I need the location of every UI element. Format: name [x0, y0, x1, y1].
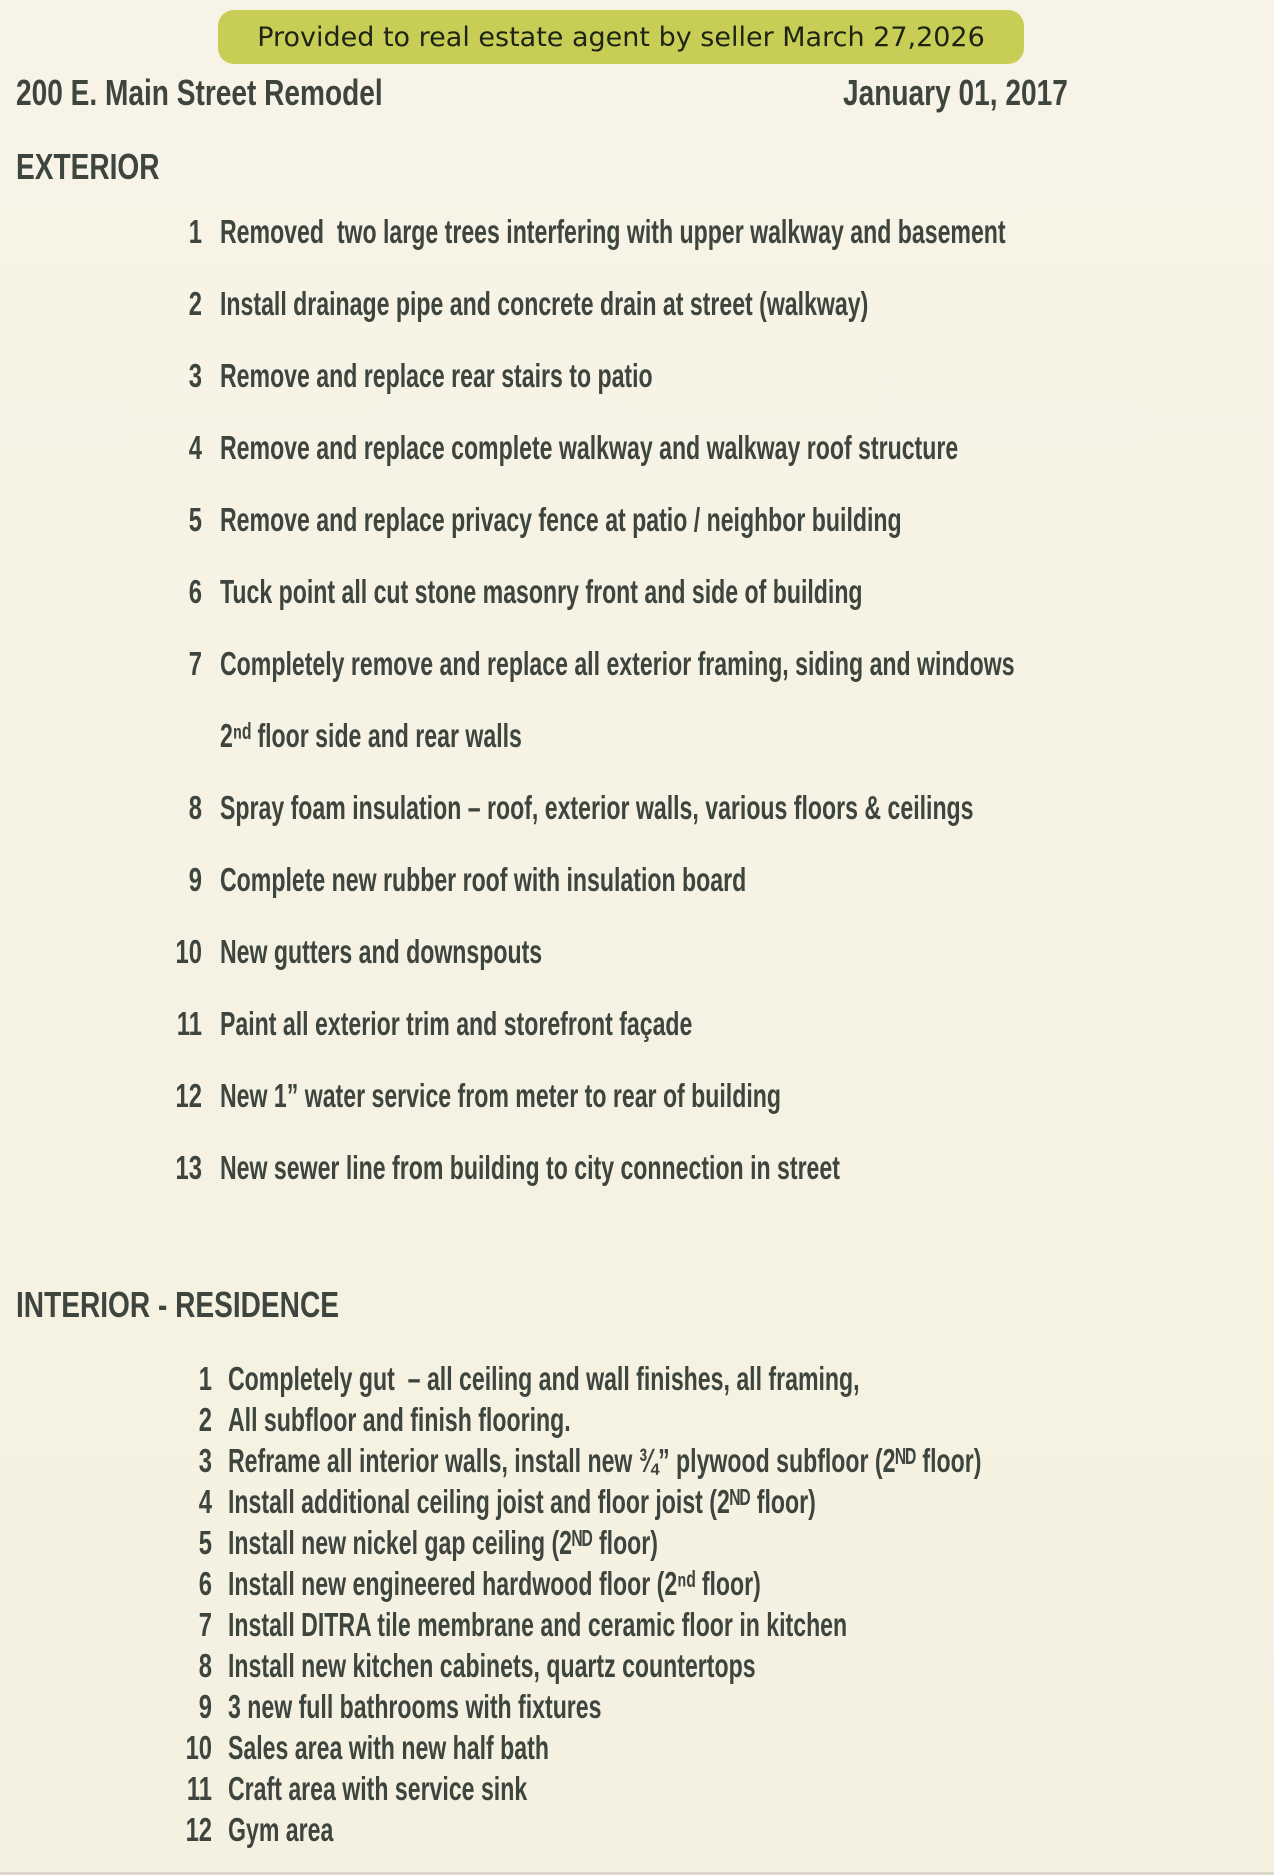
- item-number: 10: [185, 1729, 212, 1766]
- doc-title: 200 E. Main Street Remodel: [16, 72, 383, 113]
- section-heading-exterior: EXTERIOR: [16, 146, 160, 187]
- list-row: [0, 501, 1274, 541]
- item-number: 9: [188, 861, 202, 898]
- item-number: 11: [176, 1005, 202, 1042]
- list-row: [0, 933, 1274, 973]
- item-text: Completely gut – all ceiling and wall finishes, all framing,: [228, 1360, 860, 1397]
- section-heading-interior-residence: INTERIOR - RESIDENCE: [16, 1284, 339, 1325]
- item-number: 10: [175, 933, 202, 970]
- item-text: Spray foam insulation – roof, exterior walls, various floors & ceilings: [220, 789, 974, 826]
- item-text: All subfloor and finish flooring.: [228, 1401, 571, 1438]
- item-number: 2: [188, 285, 202, 322]
- item-number: 9: [198, 1688, 212, 1725]
- annotation-banner: [218, 10, 1024, 64]
- list-row: [0, 1770, 1274, 1810]
- list-row: [0, 717, 1274, 757]
- item-text: Craft area with service sink: [228, 1770, 528, 1807]
- item-text: Complete new rubber roof with insulation board: [220, 861, 747, 898]
- doc-date: January 01, 2017: [843, 72, 1068, 113]
- list-row: [0, 1401, 1274, 1441]
- item-text: New 1” water service from meter to rear of building: [220, 1077, 781, 1114]
- list-row: [0, 1606, 1274, 1646]
- list-row: [0, 357, 1274, 397]
- item-text: Gym area: [228, 1811, 334, 1848]
- item-number: 11: [186, 1770, 212, 1807]
- list-row: [0, 1688, 1274, 1728]
- item-number: 7: [198, 1606, 212, 1643]
- item-text: Install DITRA tile membrane and ceramic floor in kitchen: [228, 1606, 848, 1643]
- list-row: [0, 285, 1274, 325]
- item-text: Remove and replace complete walkway and walkway roof structure: [220, 429, 959, 466]
- item-number: 5: [198, 1524, 212, 1561]
- item-number: 5: [188, 501, 202, 538]
- item-number: 8: [188, 789, 202, 826]
- list-row: [0, 1524, 1274, 1564]
- item-text: Remove and replace privacy fence at patio / neighbor building: [220, 501, 902, 538]
- list-row: [0, 861, 1274, 901]
- list-row: [0, 429, 1274, 469]
- item-number: 8: [198, 1647, 212, 1684]
- item-number: 1: [188, 213, 202, 250]
- item-number: 3: [198, 1442, 212, 1479]
- list-row: [0, 1483, 1274, 1523]
- list-row: [0, 1149, 1274, 1189]
- item-number: 12: [185, 1811, 212, 1848]
- list-row: [0, 1565, 1274, 1605]
- list-row: [0, 1811, 1274, 1851]
- item-text: Install new engineered hardwood floor (2ⁿᵈ floor): [228, 1565, 761, 1602]
- item-text: Paint all exterior trim and storefront façade: [220, 1005, 693, 1042]
- item-number: 4: [198, 1483, 212, 1520]
- item-number: 2: [198, 1401, 212, 1438]
- list-row: [0, 1077, 1274, 1117]
- list-row: [0, 1005, 1274, 1045]
- item-number: 13: [175, 1149, 202, 1186]
- item-text: Sales area with new half bath: [228, 1729, 549, 1766]
- list-row: [0, 1729, 1274, 1769]
- list-row: [0, 1442, 1274, 1482]
- item-text: New sewer line from building to city connection in street: [220, 1149, 840, 1186]
- item-text: Install new nickel gap ceiling (2ᴺᴰ floor): [228, 1524, 658, 1561]
- item-text: 2ⁿᵈ floor side and rear walls: [220, 717, 522, 754]
- item-number: 6: [198, 1565, 212, 1602]
- list-row: [0, 213, 1274, 253]
- item-text: New gutters and downspouts: [220, 933, 543, 970]
- item-number: 6: [188, 573, 202, 610]
- item-text: Install drainage pipe and concrete drain at street (walkway): [220, 285, 869, 322]
- item-text: Install additional ceiling joist and floor joist (2ᴺᴰ floor): [228, 1483, 816, 1520]
- item-number: 4: [188, 429, 202, 466]
- item-number: 3: [188, 357, 202, 394]
- item-number: 1: [198, 1360, 212, 1397]
- list-row: [0, 1360, 1274, 1400]
- item-text: Reframe all interior walls, install new ¾” plywood subfloor (2ᴺᴰ floor): [228, 1442, 982, 1479]
- list-row: [0, 1647, 1274, 1687]
- item-text: Tuck point all cut stone masonry front and side of building: [220, 573, 863, 610]
- item-text: 3 new full bathrooms with fixtures: [228, 1688, 602, 1725]
- list-row: [0, 645, 1274, 685]
- list-row: [0, 789, 1274, 829]
- list-row: [0, 573, 1274, 613]
- item-number: 12: [175, 1077, 202, 1114]
- item-text: Completely remove and replace all exterior framing, siding and windows: [220, 645, 1015, 682]
- item-text: Removed two large trees interfering with upper walkway and basement: [220, 213, 1006, 250]
- item-number: 7: [188, 645, 202, 682]
- item-text: Remove and replace rear stairs to patio: [220, 357, 653, 394]
- item-text: Install new kitchen cabinets, quartz countertops: [228, 1647, 756, 1684]
- annotation-text: Provided to real estate agent by seller March 27,2026: [257, 21, 985, 53]
